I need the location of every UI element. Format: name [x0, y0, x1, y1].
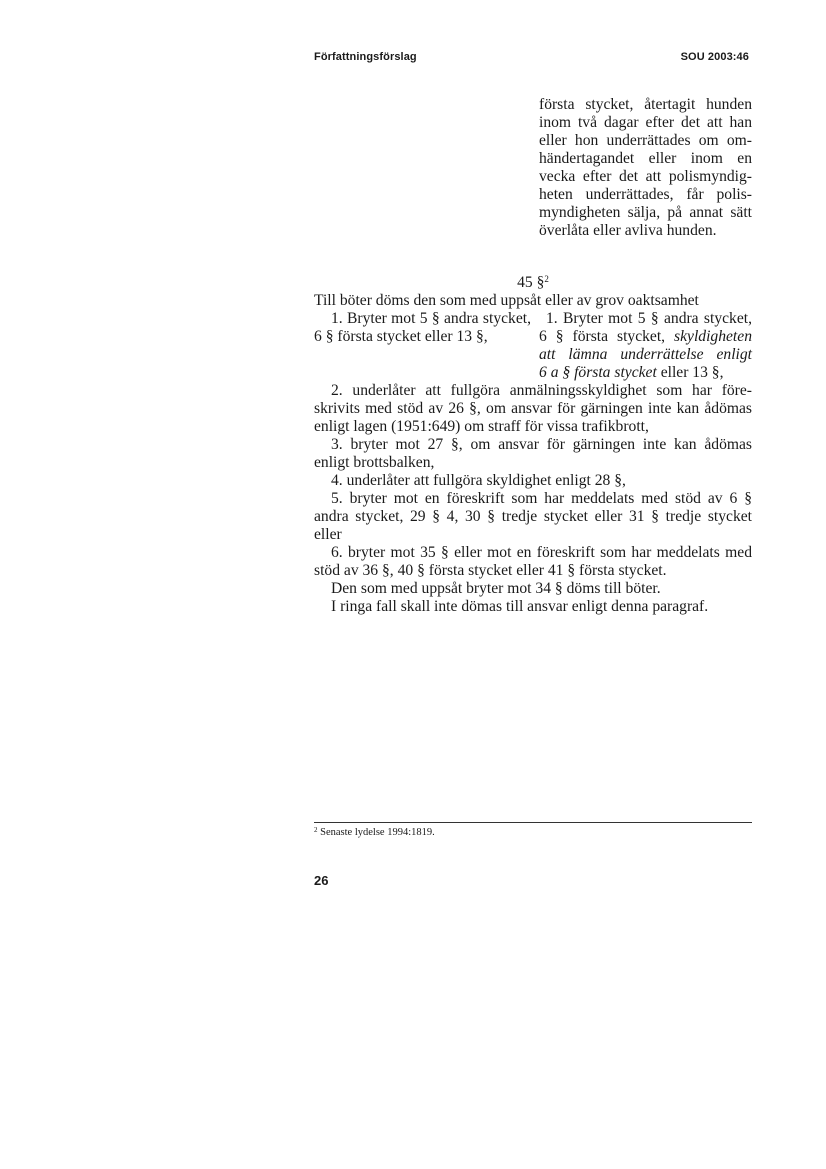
top-block-line: heten underrättades, får polis- [539, 186, 752, 203]
running-header-left: Författningsförslag [314, 51, 417, 63]
page-number: 26 [314, 873, 329, 888]
proposed-italic-text: skyldigheten [674, 328, 752, 345]
item-line: I ringa fall skall inte dömas till ansvar enligt denna paragraf. [331, 598, 709, 615]
running-header-right: SOU 2003:46 [680, 51, 749, 63]
item-line: eller [314, 526, 342, 543]
top-block-line: första stycket, återtagit hunden [539, 96, 752, 113]
item-line: andra stycket, 29 § 4, 30 § tredje stycket eller 31 § tredje stycket [314, 508, 752, 525]
footnote [314, 826, 435, 840]
section-heading [314, 274, 752, 293]
section-number: 45 § [517, 274, 545, 291]
top-block-line: eller hon underrättades om om- [539, 132, 752, 149]
item-line: 5. bryter mot en föreskrift som har meddelats med stöd av 6 § [331, 490, 752, 507]
item-line: enligt brottsbalken, [314, 454, 435, 471]
footnote-marker: 2 [544, 274, 549, 284]
current-item-1-line-1: 1. Bryter mot 5 § andra stycket, [331, 310, 531, 327]
proposed-italic-text: 6 a § första stycket [539, 364, 657, 381]
item-line: 6. bryter mot 35 § eller mot en föreskrift som har meddelats med [331, 544, 752, 561]
footnote-divider [314, 822, 752, 823]
top-block-line: vecka efter det att polismyndig- [539, 168, 752, 185]
item-line: enligt lagen (1951:649) om straff för vissa trafikbrott, [314, 418, 649, 435]
item-line: Den som med uppsåt bryter mot 34 § döms till böter. [331, 580, 661, 597]
proposed-plain-text: 6 § första stycket, [539, 328, 675, 345]
item-line: 4. underlåter att fullgöra skyldighet enligt 28 §, [331, 472, 626, 489]
footnote-text: Senaste lydelse 1994:1819. [320, 827, 435, 838]
footnote-number: 2 [314, 826, 318, 834]
proposed-plain-text: eller 13 §, [656, 364, 724, 381]
proposed-item-1-line-4 [539, 364, 752, 382]
proposed-item-1-line-3: att lämna underrättelse enligt [539, 346, 752, 363]
current-item-1-line-2: 6 § första stycket eller 13 §, [314, 328, 488, 345]
item-line: 2. underlåter att fullgöra anmälningsskyldighet som har före- [331, 382, 752, 399]
top-block-line: överlåta eller avliva hunden. [539, 222, 717, 239]
item-line: skrivits med stöd av 26 §, om ansvar för gärningen inte kan ådömas [314, 400, 752, 417]
item-line: stöd av 36 §, 40 § första stycket eller 41 § första stycket. [314, 562, 667, 579]
top-block-line: händertagandet eller inom en [539, 150, 752, 167]
section-intro: Till böter döms den som med uppsåt eller av grov oaktsamhet [314, 292, 699, 309]
top-block-line: myndigheten sälja, på annat sätt [539, 204, 752, 221]
top-block-line: inom två dagar efter det att han [539, 114, 752, 131]
item-line: 3. bryter mot 27 §, om ansvar för gärningen inte kan ådömas [331, 436, 752, 453]
proposed-item-1-line-2 [539, 328, 752, 346]
proposed-item-1-line-1: 1. Bryter mot 5 § andra stycket, [546, 310, 752, 327]
